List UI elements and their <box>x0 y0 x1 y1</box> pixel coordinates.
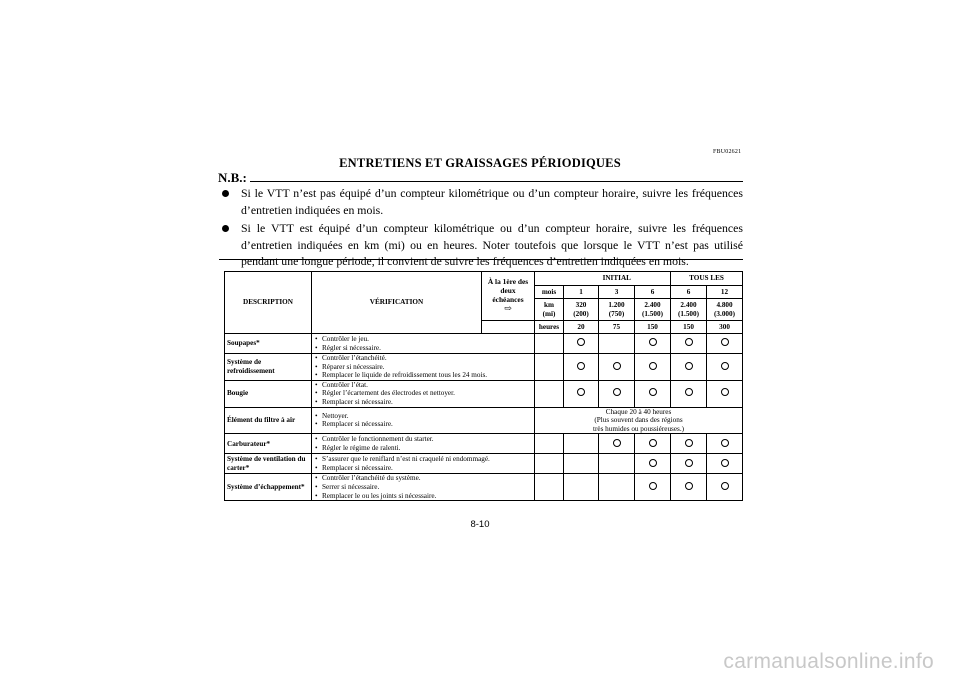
maintenance-circle-icon <box>685 388 693 396</box>
check-item: • Contrôler l’étanchéité du système. <box>314 474 532 483</box>
row-description: Soupapes* <box>225 334 312 354</box>
maintenance-circle-icon <box>613 362 621 370</box>
maintenance-circle-icon <box>577 338 585 346</box>
check-item: • Contrôler l’étanchéité. <box>314 354 532 363</box>
table-row <box>225 380 743 407</box>
maintenance-circle-icon <box>721 338 729 346</box>
maintenance-circle-icon <box>613 388 621 396</box>
interval-cell <box>707 380 743 407</box>
note-text: Si le VTT n’est pas équipé d’un compteur kilométrique ou d’un compteur horaire, suivre les fréquences d’entretien indiquées en mois. <box>241 186 743 217</box>
maintenance-circle-icon <box>685 338 693 346</box>
maintenance-circle-icon <box>721 459 729 467</box>
maintenance-circle-icon <box>721 482 729 490</box>
interval-cell <box>599 454 635 474</box>
check-item: • Régler si nécessaire. <box>314 344 532 353</box>
interval-note: Chaque 20 à 40 heures (Plus souvent dans des régions très humides ou poussiéreuses.) <box>535 407 743 434</box>
interval-cell <box>707 434 743 454</box>
check-list <box>314 412 532 429</box>
interval-cell <box>564 454 599 474</box>
row-description: Système de refroidissement <box>225 354 312 381</box>
maintenance-circle-icon <box>685 482 693 490</box>
row-description: Carburateur* <box>225 434 312 454</box>
interval-cell <box>635 380 671 407</box>
maintenance-circle-icon <box>577 362 585 370</box>
interval-cell <box>564 334 599 354</box>
row-verification <box>312 380 535 407</box>
unit-label: km (mi) <box>535 299 564 321</box>
interval-value: 75 <box>599 321 635 334</box>
note-item <box>219 185 743 218</box>
header-first-due <box>482 272 535 321</box>
interval-cell <box>564 354 599 381</box>
interval-cell <box>707 474 743 501</box>
maintenance-circle-icon <box>721 362 729 370</box>
interval-cell <box>671 454 707 474</box>
nb-rule <box>250 181 743 182</box>
row-verification <box>312 474 535 501</box>
interval-value: 6 <box>671 286 707 299</box>
bullet-icon <box>222 225 229 232</box>
interval-cell <box>564 434 599 454</box>
header-every: TOUS LES <box>671 272 743 286</box>
unit-label: mois <box>535 286 564 299</box>
nb-label: N.B.: <box>218 170 247 185</box>
row-description: Bougie <box>225 380 312 407</box>
interval-cell <box>635 474 671 501</box>
table-row <box>225 434 743 454</box>
maintenance-circle-icon <box>649 362 657 370</box>
row-verification <box>312 354 535 381</box>
table-row <box>225 354 743 381</box>
header-initial: INITIAL <box>564 272 671 286</box>
check-item: • Contrôler le fonctionnement du starter. <box>314 435 532 444</box>
header-description: DESCRIPTION <box>225 272 312 334</box>
interval-cell <box>707 454 743 474</box>
interval-cell <box>635 334 671 354</box>
interval-value: 150 <box>671 321 707 334</box>
maintenance-circle-icon <box>649 439 657 447</box>
interval-value: 2.400 (1.500) <box>635 299 671 321</box>
interval-cell <box>599 334 635 354</box>
check-item: • Remplacer le liquide de refroidissement tous les 24 mois. <box>314 371 532 380</box>
check-list <box>314 435 532 452</box>
interval-value: 150 <box>635 321 671 334</box>
empty-cell <box>535 454 564 474</box>
row-verification <box>312 454 535 474</box>
empty-cell <box>535 354 564 381</box>
check-list <box>314 354 532 380</box>
empty-cell <box>535 434 564 454</box>
unit-label: heures <box>535 321 564 334</box>
interval-value: 1 <box>564 286 599 299</box>
interval-value: 3 <box>599 286 635 299</box>
check-item: • Contrôler l’état. <box>314 381 532 390</box>
interval-cell <box>599 354 635 381</box>
page-title: ENTRETIENS ET GRAISSAGES PÉRIODIQUES <box>339 156 621 170</box>
check-item: • Remplacer si nécessaire. <box>314 464 532 473</box>
empty-cell <box>535 334 564 354</box>
check-item: • Remplacer si nécessaire. <box>314 398 532 407</box>
maintenance-circle-icon <box>649 459 657 467</box>
interval-cell <box>564 380 599 407</box>
check-list <box>314 474 532 500</box>
interval-cell <box>635 434 671 454</box>
interval-cell <box>564 474 599 501</box>
check-item: • Contrôler le jeu. <box>314 335 532 344</box>
row-description: Élément du filtre à air <box>225 407 312 434</box>
interval-cell <box>599 434 635 454</box>
interval-cell <box>671 380 707 407</box>
interval-cell <box>671 474 707 501</box>
interval-value: 12 <box>707 286 743 299</box>
watermark: carmanualsonline.info <box>723 650 934 673</box>
maintenance-circle-icon <box>613 439 621 447</box>
empty-cell <box>535 380 564 407</box>
maintenance-table <box>224 271 743 501</box>
interval-value: 1.200 (750) <box>599 299 635 321</box>
maintenance-circle-icon <box>649 482 657 490</box>
interval-value: 2.400 (1.500) <box>671 299 707 321</box>
arrow-right-icon: ⇨ <box>504 303 512 314</box>
check-item: • Régler le régime de ralenti. <box>314 444 532 453</box>
interval-value: 6 <box>635 286 671 299</box>
interval-value: 20 <box>564 321 599 334</box>
empty-cell <box>535 474 564 501</box>
notes-end-rule <box>219 259 743 260</box>
table-row <box>225 454 743 474</box>
check-list <box>314 335 532 352</box>
interval-cell <box>671 334 707 354</box>
interval-cell <box>671 434 707 454</box>
check-item: • Serrer si nécessaire. <box>314 483 532 492</box>
check-item: • Remplacer si nécessaire. <box>314 420 532 429</box>
interval-value: 4.800 (3.000) <box>707 299 743 321</box>
interval-cell <box>707 354 743 381</box>
check-item: • Réparer si nécessaire. <box>314 363 532 372</box>
check-list <box>314 381 532 407</box>
check-item: • S’assurer que le reniflard n’est ni craquelé ni endommagé. <box>314 455 532 464</box>
page-number: 8-10 <box>470 519 490 530</box>
interval-cell <box>707 334 743 354</box>
maintenance-circle-icon <box>721 439 729 447</box>
check-item: • Régler l’écartement des électrodes et nettoyer. <box>314 389 532 398</box>
maintenance-circle-icon <box>649 338 657 346</box>
row-verification <box>312 434 535 454</box>
maintenance-circle-icon <box>685 439 693 447</box>
row-verification <box>312 334 535 354</box>
interval-cell <box>671 354 707 381</box>
interval-value: 300 <box>707 321 743 334</box>
empty-cell <box>482 321 535 334</box>
interval-value: 320 (200) <box>564 299 599 321</box>
interval-cell <box>599 380 635 407</box>
row-description: Système de ventilation du carter* <box>225 454 312 474</box>
check-item: • Nettoyer. <box>314 412 532 421</box>
maintenance-circle-icon <box>721 388 729 396</box>
note-text: Si le VTT est équipé d’un compteur kilométrique ou d’un compteur horaire, suivre les fréquences d’entretien indiquées en km (mi) ou en heures. Noter toutefois que lorsque le VTT n’est pas utilisé pendant une longue période, il convient de suivre les fréquences d’entretien indiquées en mois. <box>241 221 743 268</box>
check-item: • Remplacer le ou les joints si nécessaire. <box>314 492 532 501</box>
interval-cell <box>599 474 635 501</box>
table-row <box>225 334 743 354</box>
table-row <box>225 474 743 501</box>
check-list <box>314 455 532 472</box>
maintenance-circle-icon <box>649 388 657 396</box>
row-verification <box>312 407 535 434</box>
interval-cell <box>635 354 671 381</box>
maintenance-circle-icon <box>685 459 693 467</box>
first-due-label: À la 1ère des deux échéances <box>487 277 529 304</box>
document-code: FBU02621 <box>713 149 742 155</box>
interval-cell <box>635 454 671 474</box>
note-item <box>219 220 743 270</box>
notes-list <box>219 183 743 270</box>
maintenance-circle-icon <box>685 362 693 370</box>
row-description: Système d’échappement* <box>225 474 312 501</box>
table-row <box>225 407 743 434</box>
maintenance-circle-icon <box>577 388 585 396</box>
bullet-icon <box>222 190 229 197</box>
header-verification: VÉRIFICATION <box>312 272 482 334</box>
